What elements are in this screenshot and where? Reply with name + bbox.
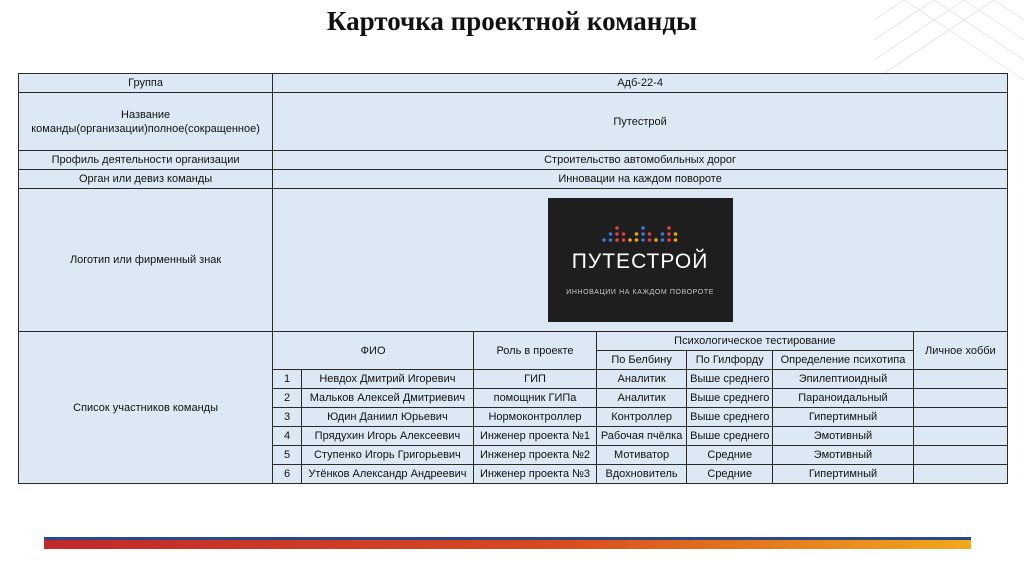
member-guilford: Выше среднего [687,389,773,408]
header-role: Роль в проекте [474,332,597,370]
header-fio: ФИО [273,332,474,370]
member-guilford: Средние [687,446,773,465]
member-guilford: Выше среднего [687,408,773,427]
row-motto [19,170,1008,189]
members-label: Список участников команды [19,332,273,484]
member-fio: Прядухин Игорь Алексеевич [301,427,473,446]
member-role: ГИП [474,370,597,389]
header-guilford: По Гилфорду [687,351,773,370]
profile-value: Строительство автомобильных дорог [273,151,1008,170]
row-number: 6 [273,465,302,484]
member-fio: Мальков Алексей Дмитриевич [301,389,473,408]
row-number: 2 [273,389,302,408]
member-hobby [913,389,1007,408]
page-title: Карточка проектной команды [326,6,698,36]
member-psychotype: Эмотивный [773,446,913,465]
team-card-table [18,73,1008,484]
member-hobby [913,370,1007,389]
row-number: 3 [273,408,302,427]
member-belbin: Аналитик [597,389,687,408]
logo-dots-icon [600,216,680,244]
member-belbin: Мотиватор [597,446,687,465]
logo-label: Логотип или фирменный знак [19,189,273,332]
member-psychotype: Гипертимный [773,408,913,427]
company-logo [548,198,733,322]
row-logo [19,189,1008,332]
member-hobby [913,427,1007,446]
row-group [19,74,1008,93]
member-guilford: Выше среднего [687,427,773,446]
member-psychotype: Эпилептиоидный [773,370,913,389]
member-fio: Утёнков Александр Андреевич [301,465,473,484]
member-belbin: Контроллер [597,408,687,427]
row-profile [19,151,1008,170]
group-label: Группа [19,74,273,93]
member-role: Нормоконтроллер [474,408,597,427]
profile-label: Профиль деятельности организации [19,151,273,170]
team-name-label: Название команды(организации)полное(сокращенное) [19,93,273,151]
member-guilford: Средние [687,465,773,484]
member-belbin: Аналитик [597,370,687,389]
group-value: Адб-22-4 [273,74,1008,93]
motto-value: Инновации на каждом повороте [273,170,1008,189]
row-team-name [19,93,1008,151]
member-fio: Ступенко Игорь Григорьевич [301,446,473,465]
members-header-row-1 [19,332,1008,351]
member-fio: Юдин Даниил Юрьевич [301,408,473,427]
member-role: Инженер проекта №3 [474,465,597,484]
motto-label: Орган или девиз команды [19,170,273,189]
member-role: Инженер проекта №1 [474,427,597,446]
member-role: помощник ГИПа [474,389,597,408]
member-belbin: Рабочая пчёлка [597,427,687,446]
team-name-value: Путестрой [273,93,1008,151]
row-number: 1 [273,370,302,389]
header-hobby: Личное хобби [913,332,1007,370]
logo-cell [273,189,1008,332]
member-fio: Невдох Дмитрий Игоревич [301,370,473,389]
header-belbin: По Белбину [597,351,687,370]
member-hobby [913,408,1007,427]
row-number: 5 [273,446,302,465]
member-hobby [913,465,1007,484]
row-number: 4 [273,427,302,446]
footer-stripe [44,537,971,549]
member-psychotype: Гипертимный [773,465,913,484]
member-hobby [913,446,1007,465]
member-psychotype: Эмотивный [773,427,913,446]
logo-slogan: ИННОВАЦИИ НА КАЖДОМ ПОВОРОТЕ [566,289,714,296]
member-psychotype: Параноидальный [773,389,913,408]
member-belbin: Вдохновитель [597,465,687,484]
logo-name: ПУТЕСТРОЙ [571,250,709,273]
header-psych-testing: Психологическое тестирование [597,332,914,351]
header-psychotype: Определение психотипа [773,351,913,370]
member-guilford: Выше среднего [687,370,773,389]
member-role: Инженер проекта №2 [474,446,597,465]
